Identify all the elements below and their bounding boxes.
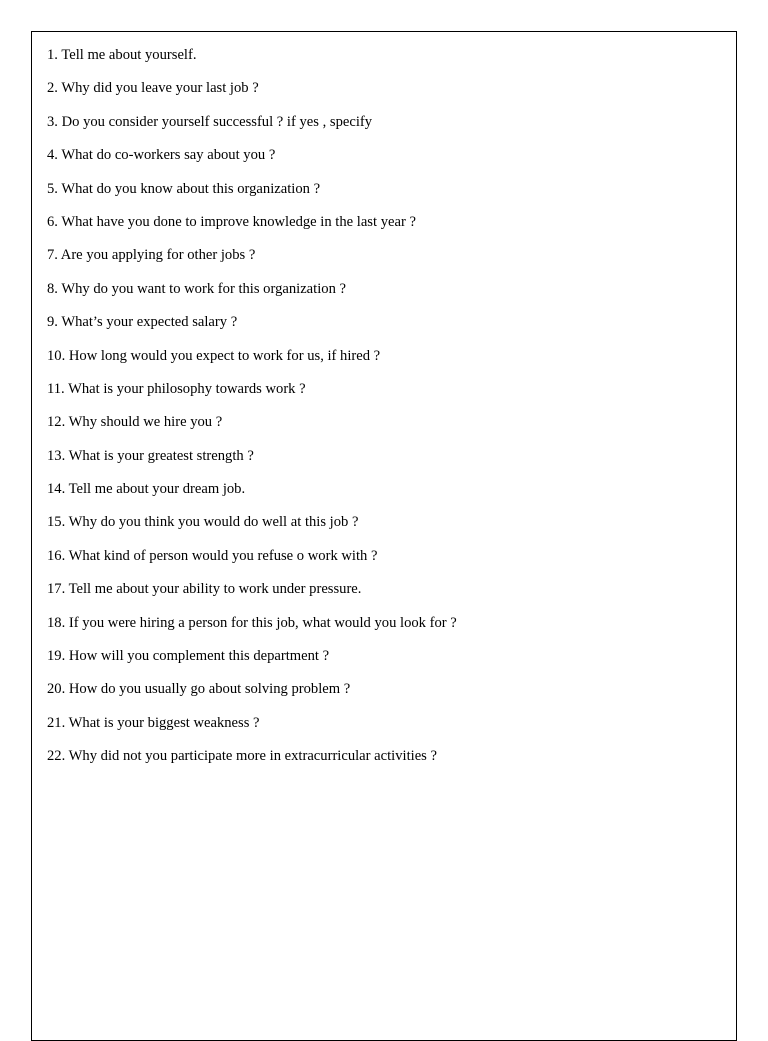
question-item: 20. How do you usually go about solving problem ? bbox=[47, 681, 351, 698]
question-item: 6. What have you done to improve knowledge in the last year ? bbox=[47, 213, 416, 230]
question-item: 18. If you were hiring a person for this job, what would you look for ? bbox=[47, 614, 457, 631]
question-item: 22. Why did not you participate more in extracurricular activities ? bbox=[47, 748, 437, 765]
question-item: 7. Are you applying for other jobs ? bbox=[47, 247, 256, 264]
question-item: 13. What is your greatest strength ? bbox=[47, 447, 254, 464]
question-item: 12. Why should we hire you ? bbox=[47, 414, 223, 431]
question-item: 2. Why did you leave your last job ? bbox=[47, 80, 259, 97]
question-item: 21. What is your biggest weakness ? bbox=[47, 714, 260, 731]
question-item: 3. Do you consider yourself successful ? if yes , specify bbox=[47, 113, 373, 130]
question-item: 14. Tell me about your dream job. bbox=[47, 481, 246, 498]
question-item: 9. What’s your expected salary ? bbox=[47, 314, 238, 331]
question-item: 10. How long would you expect to work for us, if hired ? bbox=[47, 347, 381, 364]
question-item: 1. Tell me about yourself. bbox=[47, 47, 197, 63]
question-item: 4. What do co-workers say about you ? bbox=[47, 147, 276, 164]
question-item: 16. What kind of person would you refuse o work with ? bbox=[47, 547, 378, 564]
question-item: 5. What do you know about this organization ? bbox=[47, 180, 321, 197]
document-page bbox=[31, 31, 737, 1041]
question-item: 15. Why do you think you would do well at this job ? bbox=[47, 514, 359, 531]
question-item: 11. What is your philosophy towards work ? bbox=[47, 380, 306, 397]
question-item: 17. Tell me about your ability to work under pressure. bbox=[47, 581, 362, 598]
question-item: 8. Why do you want to work for this organization ? bbox=[47, 280, 346, 297]
question-item: 19. How will you complement this department ? bbox=[47, 648, 330, 665]
question-list bbox=[47, 45, 457, 780]
